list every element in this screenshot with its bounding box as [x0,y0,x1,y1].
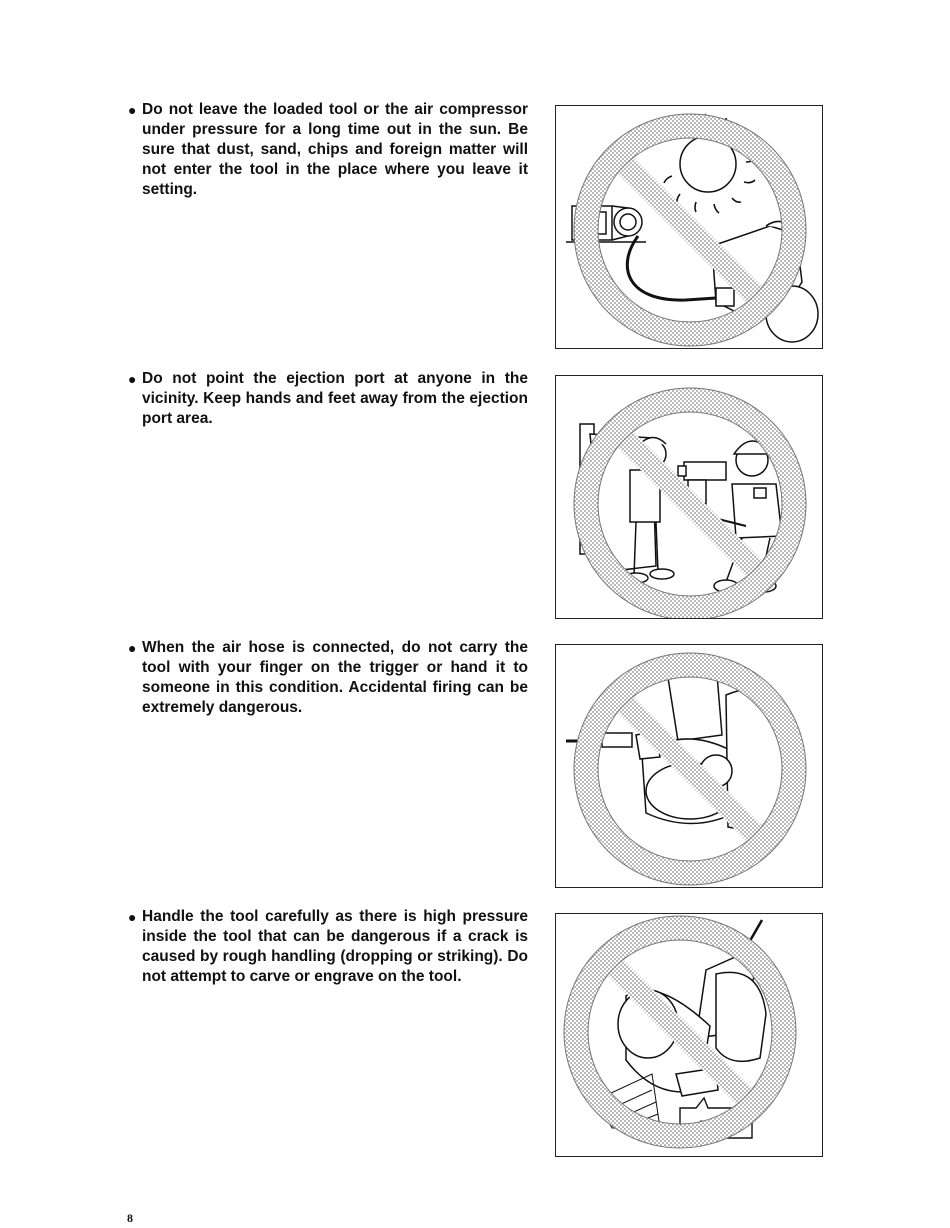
warning-text: ● Do not leave the loaded tool or the air compressor under pressure for a long time out in the sun. Be sure that dust, sand, chips and foreign matter will not enter the tool in the place where you leave it setting. [128,101,528,198]
thump-label: Thump [700,1119,737,1131]
warning-text: ● Handle the tool carefully as there is high pressure inside the tool that can be dangerous if a crack is caused by rough handling (dropping or striking). Do not attempt to carve or engrave on the tool. [128,908,528,985]
bullet-icon: ● [128,371,137,387]
bullet-icon: ● [128,909,137,925]
bullet-icon: ● [128,102,137,118]
dropped-tool-prohibited-icon [555,913,823,1157]
workers-ejection-port-prohibited-icon [555,375,823,619]
bullet-icon: ● [128,640,137,656]
sun-compressor-prohibited-icon [555,105,823,349]
warning-text: ● Do not point the ejection port at anyone in the vicinity. Keep hands and feet away from the ejection port area. [128,370,528,427]
warning-text: ● When the air hose is connected, do not carry the tool with your finger on the trigger or hand it to someone in this condition. Accidental firing can be extremely dangerous. [128,639,528,716]
finger-on-trigger-prohibited-icon [555,644,823,888]
page-number: 8 [127,1211,133,1225]
